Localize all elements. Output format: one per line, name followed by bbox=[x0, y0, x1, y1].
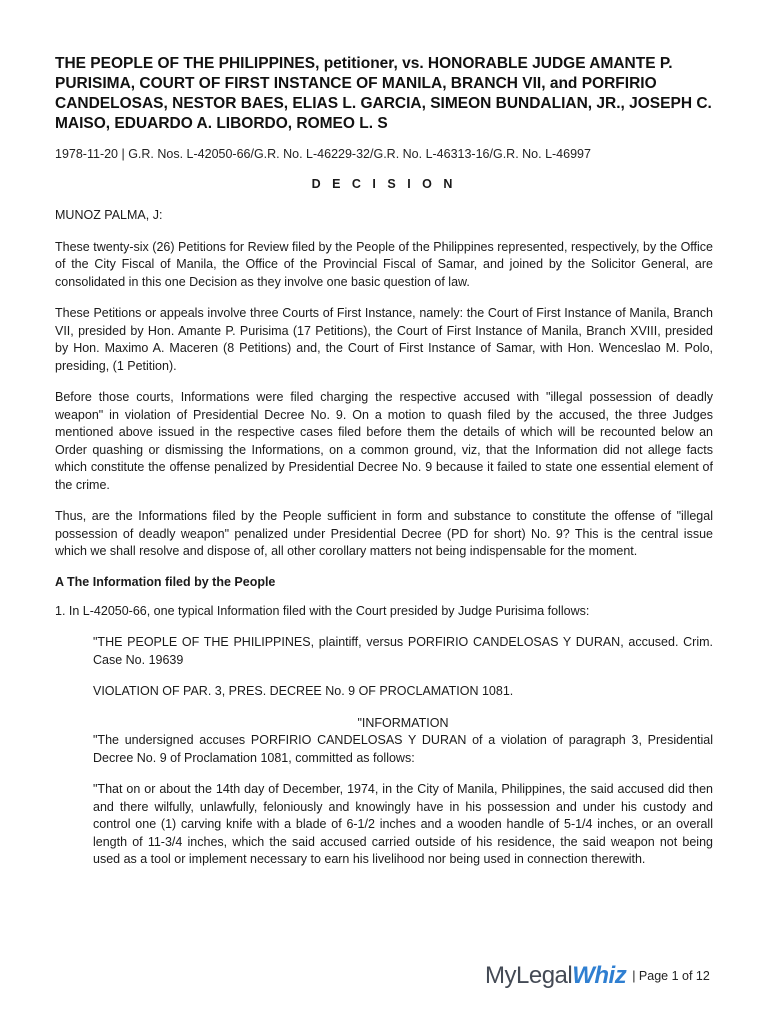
section-heading: A The Information filed by the People bbox=[55, 574, 276, 589]
mylegalwhiz-logo bbox=[485, 962, 626, 990]
quote-caption: "THE PEOPLE OF THE PHILIPPINES, plaintiff, versus PORFIRIO CANDELOSAS Y DURAN, accused. Crim. Case No. 19639 bbox=[93, 635, 713, 667]
ponente: MUNOZ PALMA, J: bbox=[55, 208, 163, 222]
document-content bbox=[55, 54, 713, 883]
logo-text-mylegal: MyLegal bbox=[485, 962, 573, 989]
paragraph: Before those courts, Informations were filed charging the respective accused with "illegal possession of deadly weapon" in violation of Presidential Decree No. 9. On a motion to quash filed by the accused, the three Judges mentioned above issued in the respective cases filed before them the details of which will be recounted below an Order quashing or dismissing the Informations, on a common ground, viz, that the Information did not allege facts which constitute the offense penalized by Presidential Decree No. 9 because it failed to state one essential element of the crime. bbox=[55, 390, 713, 492]
quote-violation: VIOLATION OF PAR. 3, PRES. DECREE No. 9 OF PROCLAMATION 1081. bbox=[93, 684, 514, 698]
page-footer bbox=[485, 962, 710, 990]
quote-body: "That on or about the 14th day of December, 1974, in the City of Manila, Philippines, the said accused did then and there wilfully, unlawfully, feloniously and knowingly have in his possession and under his custody and control one (1) carving knife with a blade of 6-1/2 inches and a wooden handle of 5-1/4 inches, or an overall length of 11-3/4 inches, which the said accused carried outside of his residence, the said weapon not being used as a tool or implement necessary to earn his livelihood nor being used in connection therewith. bbox=[93, 782, 713, 866]
quote-information-title: "INFORMATION bbox=[357, 715, 449, 730]
paragraph: These twenty-six (26) Petitions for Review filed by the People of the Philippines represented, respectively, by the Office of the City Fiscal of Manila, the Office of the Provincial Fiscal of Samar, and joined by the Solicitor General, are consolidated in this one Decision as they involve one basic question of law. bbox=[55, 239, 713, 289]
quote-information-text: "The undersigned accuses PORFIRIO CANDELOSAS Y DURAN of a violation of paragraph 3, Presidential Decree No. 9 of Proclamation 1081, committed as follows: bbox=[93, 733, 713, 765]
paragraph: These Petitions or appeals involve three Courts of First Instance, namely: the Court of First Instance of Manila, Branch VII, presided by Hon. Amante P. Purisima (17 Petitions), the Court of First Instance of Manila, Branch XVIII, presided by Hon. Maximo A. Maceren (8 Petitions) and, the Court of First Instance of Samar, with Hon. Wenceslao M. Polo, presiding, (1 Petition). bbox=[55, 306, 713, 373]
page-number: | Page 1 of 12 bbox=[632, 969, 710, 983]
case-metadata: 1978-11-20 | G.R. Nos. L-42050-66/G.R. No. L-46229-32/G.R. No. L-46313-16/G.R. No. L-46997 bbox=[55, 147, 591, 161]
list-item: 1. In L-42050-66, one typical Information filed with the Court presided by Judge Purisima follows: bbox=[55, 603, 590, 618]
quoted-information bbox=[93, 634, 713, 869]
logo-text-whiz: Whiz bbox=[572, 962, 627, 989]
paragraph: Thus, are the Informations filed by the People sufficient in form and substance to constitute the offense of "illegal possession of deadly weapon" penalized under Presidential Decree (PD for short) No. 9? This is the central issue which we shall resolve and dispose of, all other corollary matters not being indispensable for the moment. bbox=[55, 509, 713, 558]
decision-heading: D E C I S I O N bbox=[311, 177, 457, 191]
case-title: THE PEOPLE OF THE PHILIPPINES, petitioner, vs. HONORABLE JUDGE AMANTE P. PURISIMA, COURT OF FIRST INSTANCE OF MANILA, BRANCH VII, and PORFIRIO CANDELOSAS, NESTOR BAES, ELIAS L. GARCIA, SIMEON BUNDALIAN, JR., JOSEPH C. MAISO, EDUARDO A. LIBORDO, ROMEO L. S bbox=[55, 55, 712, 132]
